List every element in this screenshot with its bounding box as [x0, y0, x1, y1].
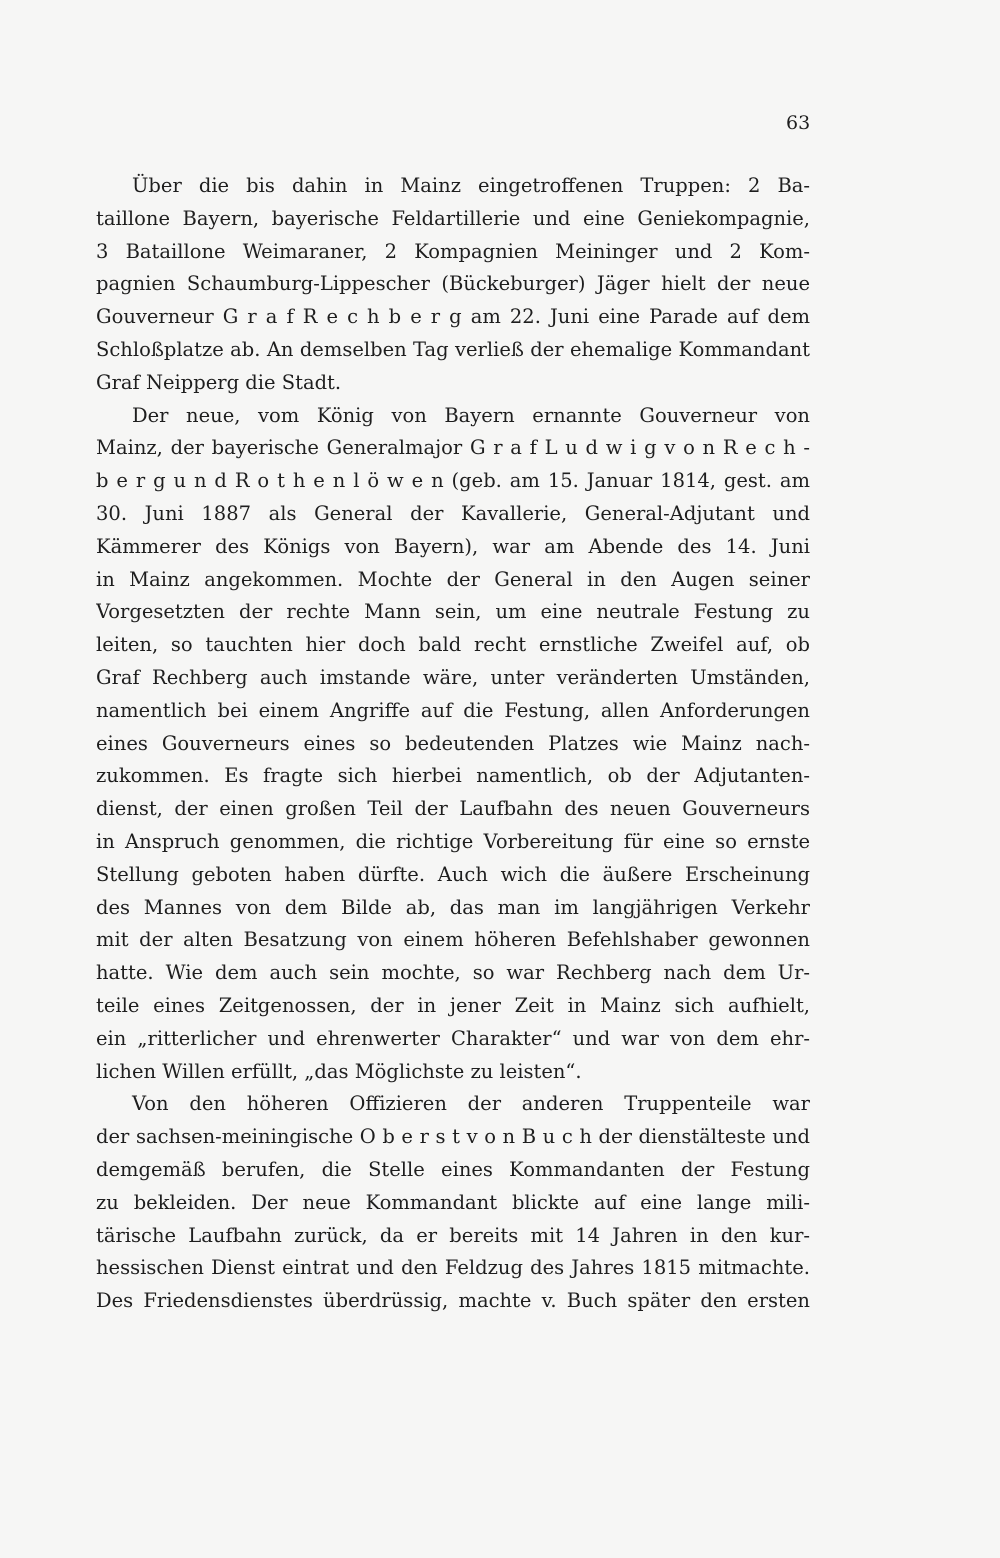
text-line: mit der alten Besatzung von einem höheren Befehlshaber gewonnen: [96, 928, 810, 952]
text-line: Schloßplatze ab. An demselben Tag verließ der ehemalige Kommandant: [96, 337, 810, 361]
text-line: Von den höheren Offizieren der anderen Truppenteile war: [132, 1092, 810, 1116]
text-line: ein „ritterlicher und ehrenwerter Charakter“ und war von dem ehr-: [96, 1026, 810, 1050]
text-line: pagnien Schaumburg-Lippescher (Bückeburger) Jäger hielt der neue: [96, 272, 810, 296]
text-line: teile eines Zeitgenossen, der in jener Zeit in Mainz sich aufhielt,: [96, 993, 810, 1017]
text-line: Graf Neipperg die Stadt.: [96, 370, 342, 394]
text-line: Kämmerer des Königs von Bayern), war am Abende des 14. Juni: [96, 534, 810, 558]
text-line: leiten, so tauchten hier doch bald recht ernstliche Zweifel auf, ob: [96, 633, 810, 657]
text-line: 30. Juni 1887 als General der Kavallerie, General-Adjutant und: [96, 501, 810, 525]
text-line: tärische Laufbahn zurück, da er bereits mit 14 Jahren in den kur-: [96, 1223, 810, 1247]
text-line: Über die bis dahin in Mainz eingetroffenen Truppen: 2 Ba-: [132, 174, 810, 197]
paragraph: [96, 400, 810, 1089]
page-number: 63: [786, 112, 811, 134]
text-line: 3 Bataillone Weimaraner, 2 Kompagnien Meininger und 2 Kom-: [96, 239, 810, 263]
paragraph: [96, 1088, 810, 1318]
text-line: namentlich bei einem Angriffe auf die Festung, allen Anforderungen: [96, 698, 810, 722]
text-line: Vorgesetzten der rechte Mann sein, um eine neutrale Festung zu: [96, 600, 810, 624]
text-line: hessischen Dienst eintrat und den Feldzug des Jahres 1815 mitmachte.: [96, 1256, 810, 1280]
text-line: zukommen. Es fragte sich hierbei namentlich, ob der Adjutanten-: [96, 764, 810, 788]
text-line: eines Gouverneurs eines so bedeutenden Platzes wie Mainz nach-: [96, 731, 810, 755]
text-line: zu bekleiden. Der neue Kommandant blickte auf eine lange mili-: [96, 1190, 810, 1214]
body-text: [96, 170, 810, 1318]
text-line: Des Friedensdienstes überdrüssig, machte v. Buch später den ersten: [96, 1289, 810, 1313]
text-line: Stellung geboten haben dürfte. Auch wich die äußere Erscheinung: [96, 862, 810, 886]
text-line: Graf Rechberg auch imstande wäre, unter veränderten Umständen,: [96, 665, 810, 689]
text-line: Der neue, vom König von Bayern ernannte Gouverneur von: [132, 403, 810, 427]
text-line: in Anspruch genommen, die richtige Vorbereitung für eine so ernste: [96, 829, 810, 853]
text-line: der sachsen-meiningische O b e r s t v o n B u c h der dienstälteste und: [96, 1125, 810, 1149]
text-line: b e r g u n d R o t h e n l ö w e n (geb. am 15. Januar 1814, gest. am: [96, 469, 810, 493]
text-line: in Mainz angekommen. Mochte der General in den Augen seiner: [96, 567, 810, 591]
text-line: dienst, der einen großen Teil der Laufbahn des neuen Gouverneurs: [96, 797, 810, 821]
text-line: hatte. Wie dem auch sein mochte, so war Rechberg nach dem Ur-: [96, 961, 810, 985]
text-line: demgemäß berufen, die Stelle eines Kommandanten der Festung: [96, 1157, 810, 1181]
text-line: des Mannes von dem Bilde ab, das man im langjährigen Verkehr: [96, 895, 810, 919]
text-line: taillone Bayern, bayerische Feldartillerie und eine Geniekompagnie,: [96, 206, 810, 230]
text-line: Gouverneur G r a f R e c h b e r g am 22. Juni eine Parade auf dem: [96, 305, 810, 329]
text-line: lichen Willen erfüllt, „das Möglichste zu leisten“.: [96, 1059, 582, 1083]
paragraph: [96, 170, 810, 400]
text-line: Mainz, der bayerische Generalmajor G r a f L u d w i g v o n R e c h -: [96, 436, 810, 460]
